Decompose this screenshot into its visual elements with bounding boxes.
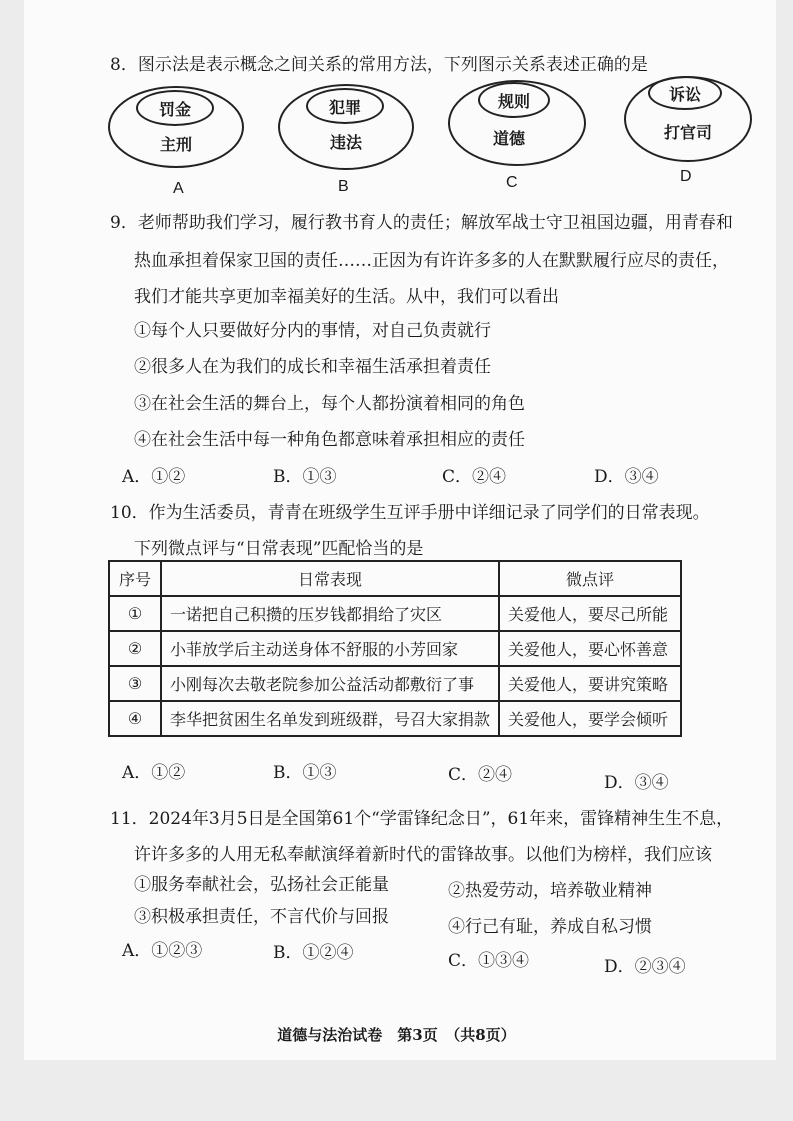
table-cell-comment: 关爱他人，要尽己所能 <box>499 596 681 631</box>
q8-c-outer-label: 道德 <box>492 129 525 148</box>
table-header-comment: 微点评 <box>499 561 681 596</box>
q8-c-letter: C <box>506 174 518 191</box>
table-cell-comment: 关爱他人，要心怀善意 <box>499 631 681 666</box>
table-row <box>109 596 681 631</box>
table-header-row <box>109 561 681 596</box>
q11-item-4: ④行己有耻，养成自私习惯 <box>448 917 652 937</box>
table-cell-comment: 关爱他人，要学会倾听 <box>499 701 681 736</box>
table-cell-behavior: 小刚每次去敬老院参加公益活动都敷衍了事 <box>161 666 499 701</box>
q9-choice-d: D．③④ <box>594 467 659 487</box>
q10-table <box>108 560 682 737</box>
q9-item-1: ①每个人只要做好分内的事情，对自己负责就行 <box>134 321 491 341</box>
q11-stem-line-2: 许许多多的人用无私奉献演绎着新时代的雷锋故事。以他们为榜样，我们应该 <box>134 845 712 865</box>
q11-stem-line-1: 11．2024年3月5日是全国第61个“学雷锋纪念日”，61年来，雷锋精神生生不息， <box>110 809 734 829</box>
q9-stem-line-1: 9．老师帮助我们学习，履行教书育人的责任；解放军战士守卫祖国边疆，用青春和 <box>110 213 733 233</box>
q10-choice-d: D．③④ <box>604 773 669 793</box>
q8-c-inner-ellipse <box>478 82 550 118</box>
q11-choice-c: C．①③④ <box>448 951 530 971</box>
table-cell-number: ④ <box>109 701 161 736</box>
q9-item-4: ④在社会生活中每一种角色都意味着承担相应的责任 <box>134 430 525 450</box>
q8-c-inner-label: 规则 <box>497 91 530 111</box>
table-cell-behavior: 一诺把自己积攒的压岁钱都捐给了灾区 <box>161 596 499 631</box>
table-cell-behavior: 李华把贫困生名单发到班级群，号召大家捐款 <box>161 701 499 736</box>
q10-stem-line-1: 10．作为生活委员，青青在班级学生互评手册中详细记录了同学们的日常表现。 <box>110 503 710 523</box>
q8-a-letter: A <box>173 180 184 197</box>
q9-stem-line-3: 我们才能共享更加幸福美好的生活。从中，我们可以看出 <box>134 287 559 307</box>
q10-choice-b: B．①③ <box>273 763 337 783</box>
q11-item-3: ③积极承担责任，不言代价与回报 <box>134 907 389 927</box>
table-header-behavior: 日常表现 <box>161 561 499 596</box>
q8-stem: 8．图示法是表示概念之间关系的常用方法，下列图示关系表述正确的是 <box>110 55 648 75</box>
q8-b-letter: B <box>338 178 349 195</box>
table-cell-number: ① <box>109 596 161 631</box>
q11-item-1: ①服务奉献社会，弘扬社会正能量 <box>134 875 389 895</box>
q8-d-inner-ellipse <box>648 76 722 110</box>
table-cell-behavior: 小菲放学后主动送身体不舒服的小芳回家 <box>161 631 499 666</box>
q8-a-inner-label: 罚金 <box>158 99 191 119</box>
q10-choice-a: A．①② <box>122 763 186 783</box>
table-cell-comment: 关爱他人，要讲究策略 <box>499 666 681 701</box>
q8-d-inner-label: 诉讼 <box>668 84 701 104</box>
page-footer: 道德与法治试卷 第3页 （共8页） <box>277 1026 516 1044</box>
table-cell-number: ② <box>109 631 161 666</box>
q8-a-outer-label: 主刑 <box>159 135 192 154</box>
table-header-number: 序号 <box>109 561 161 596</box>
q9-item-2: ②很多人在为我们的成长和幸福生活承担着责任 <box>134 357 491 377</box>
q8-b-inner-label: 犯罪 <box>328 97 361 117</box>
q11-choice-a: A．①②③ <box>122 941 203 961</box>
q10-choice-c: C．②④ <box>448 765 513 785</box>
table-row <box>109 701 681 736</box>
q10-stem-line-2: 下列微点评与“日常表现”匹配恰当的是 <box>134 539 424 559</box>
q9-stem-line-2: 热血承担着保家卫国的责任……正因为有许许多多的人在默默履行应尽的责任， <box>134 251 729 271</box>
q8-d-outer-label: 打官司 <box>663 123 712 142</box>
q9-choice-b: B．①③ <box>273 467 337 487</box>
q8-d-letter: D <box>680 168 692 185</box>
q8-a-inner-ellipse <box>136 90 214 126</box>
q11-choice-d: D．②③④ <box>604 957 686 977</box>
q11-item-2: ②热爱劳动，培养敬业精神 <box>448 881 652 901</box>
q8-b-outer-label: 违法 <box>329 133 362 152</box>
q11-choice-b: B．①②④ <box>273 943 354 963</box>
q8-b-inner-ellipse <box>306 88 384 124</box>
q9-choice-c: C．②④ <box>442 467 507 487</box>
q9-choice-a: A．①② <box>122 467 186 487</box>
table-cell-number: ③ <box>109 666 161 701</box>
table-row <box>109 631 681 666</box>
table-row <box>109 666 681 701</box>
q9-item-3: ③在社会生活的舞台上，每个人都扮演着相同的角色 <box>134 394 525 414</box>
